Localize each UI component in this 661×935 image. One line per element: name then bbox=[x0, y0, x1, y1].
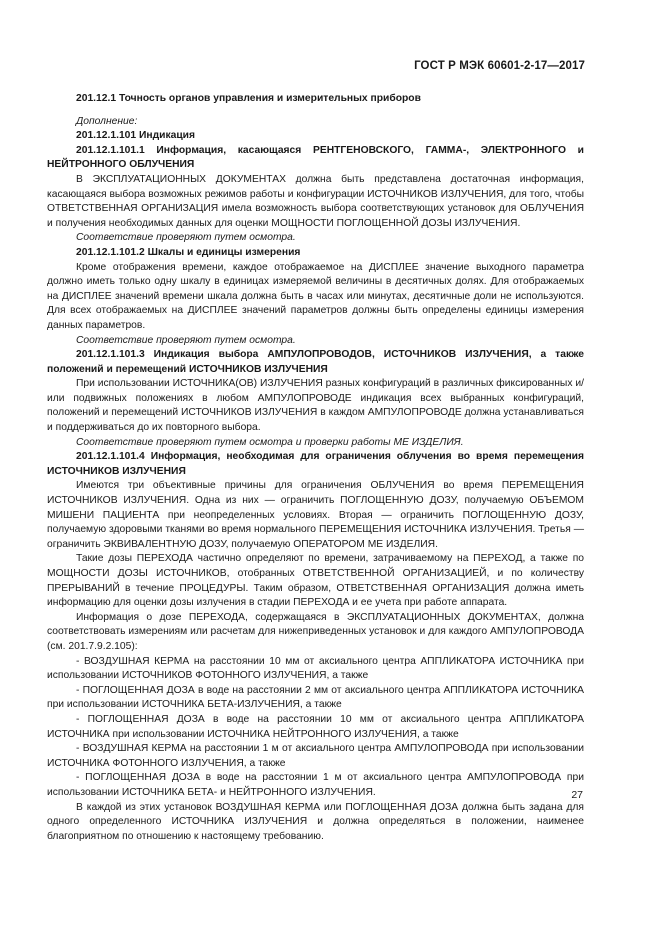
paragraph: Такие дозы ПЕРЕХОДА частично определяют по времени, затрачиваемому на ПЕРЕХОД, а также по МОЩНОСТИ ДОЗЫ ИСТОЧНИКОВ, отобранных ОТВЕТСТВЕННОЙ ОРГАНИЗАЦИЕЙ, и по количеству ПРЕРЫВАНИЙ в течение ПРОЦЕДУРЫ. Таким образом, ОТВЕТСТВЕННАЯ ОРГАНИЗАЦИЯ должна иметь информацию для оценки дозы излучения в стадии ПЕРЕХОДА и ее учета при работе аппарата. bbox=[47, 553, 584, 609]
paragraph: В ЭКСПЛУАТАЦИОННЫХ ДОКУМЕНТАХ должна быть представлена достаточная информация, касающаяся выбора возможных режимов работы и конфигурации ИСТОЧНИКОВ ИЗЛУЧЕНИЯ, для того, чтобы ОТВЕТСТВЕННАЯ ОРГАНИЗАЦИЯ имела возможность выбора соответствующих установок для ОБЛУЧЕНИЯ и получения необходимых данных для оценки МОЩНОСТИ ПОГЛОЩЕННОЙ ДОЗЫ ИЗЛУЧЕНИЯ. bbox=[47, 173, 584, 229]
list-item: - ВОЗДУШНАЯ КЕРМА на расстоянии 1 м от аксиального центра АМПУЛОПРОВОДА при использовании ИСТОЧНИКА ФОТОННОГО ИЗЛУЧЕНИЯ, а также bbox=[47, 743, 584, 769]
section-heading-201-12-1-101-2: 201.12.1.101.2 Шкалы и единицы измерения bbox=[76, 246, 301, 258]
paragraph: Информация о дозе ПЕРЕХОДА, содержащаяся в ЭКСПЛУАТАЦИОННЫХ ДОКУМЕНТАХ, должна соответствовать измерениям или расчетам для нижеприведенных установок и для каждого АМПУЛОПРОВОДА (см. 201.7.9.2.105): bbox=[47, 611, 584, 652]
paragraph: В каждой из этих установок ВОЗДУШНАЯ КЕРМА или ПОГЛОЩЕННАЯ ДОЗА должна быть задана для одного определенного ИСТОЧНИКА ИЗЛУЧЕНИЯ и должна определяться в положении, наименее благоприятном по отношению к настоящему требованию. bbox=[47, 801, 584, 842]
list-item: - ПОГЛОЩЕННАЯ ДОЗА в воде на расстоянии 10 мм от аксиального центра АППЛИКАТОРА ИСТОЧНИКА при использовании ИСТОЧНИКА НЕЙТРОННОГО ИЗЛУЧЕНИЯ, а также bbox=[47, 713, 584, 740]
section-heading-201-12-1-101-4: 201.12.1.101.4 Информация, необходимая для ограничения облучения во время перемещения ИСТОЧНИКОВ ИЗЛУЧЕНИЯ bbox=[47, 451, 584, 477]
section-heading-201-12-1: 201.12.1 Точность органов управления и измерительных приборов bbox=[76, 93, 421, 104]
page-number: 27 bbox=[571, 789, 583, 801]
standard-header: ГОСТ Р МЭК 60601-2-17—2017 bbox=[414, 60, 585, 72]
paragraph: Имеются три объективные причины для ограничения ОБЛУЧЕНИЯ во время ПЕРЕМЕЩЕНИЯ ИСТОЧНИКОВ ИЗЛУЧЕНИЯ. Одна из них — ограничить ПОГЛОЩЕННУЮ ДОЗУ, получаемую ОБЪЕМОМ МИШЕНИ ПАЦИЕНТА при неопределенных условиях. Вторая — ограничить ПОГЛОЩЕННУЮ ДОЗУ, получаемую здоровыми тканями во время нормального ПЕРЕМЕЩЕНИЯ ИСТОЧНИКА ИЗЛУЧЕНИЯ. Третья — ограничить ЭКВИВАЛЕНТНУЮ ДОЗУ, получаемую ОПЕРАТОРОМ МЕ ИЗДЕЛИЯ. bbox=[47, 480, 584, 550]
compliance-note: Соответствие проверяют путем осмотра. bbox=[76, 232, 296, 244]
compliance-note: Соответствие проверяют путем осмотра и проверки работы МЕ ИЗДЕЛИЯ. bbox=[76, 436, 464, 448]
addition-note: Дополнение: bbox=[76, 115, 138, 127]
section-heading-201-12-1-101-1: 201.12.1.101.1 Информация, касающаяся РЕНТГЕНОВСКОГО, ГАММА-, ЭЛЕКТРОННОГО и НЕЙТРОННОГО ОБЛУЧЕНИЯ bbox=[47, 144, 584, 171]
section-heading-201-12-1-101: 201.12.1.101 Индикация bbox=[76, 130, 196, 142]
list-item: - ПОГЛОЩЕННАЯ ДОЗА в воде на расстоянии 2 мм от аксиального центра АППЛИКАТОРА ИСТОЧНИКА при использовании ИСТОЧНИКА БЕТА-ИЗЛУЧЕНИЯ, а также bbox=[47, 684, 584, 711]
list-item: - ПОГЛОЩЕННАЯ ДОЗА в воде на расстоянии 1 м от аксиального центра АМПУЛОПРОВОДА при использовании ИСТОЧНИКА БЕТА- и НЕЙТРОННОГО ИЗЛУЧЕНИЯ. bbox=[47, 772, 584, 798]
section-heading-201-12-1-101-3: 201.12.1.101.3 Индикация выбора АМПУЛОПРОВОДОВ, ИСТОЧНИКОВ ИЗЛУЧЕНИЯ, а также положений и перемещений ИСТОЧНИКОВ ИЗЛУЧЕНИЯ bbox=[47, 349, 584, 375]
paragraph: При использовании ИСТОЧНИКА(ОВ) ИЗЛУЧЕНИЯ разных конфигураций в различных фиксированных и/или подвижных положениях в любом АМПУЛОПРОВОДЕ индикация всех выбранных конфигураций, положений и перемещений ИСТОЧНИКОВ ИЗЛУЧЕНИЯ в каждом АМПУЛОПРОВОДЕ должна устанавливаться и поддерживаться до их повторного выбора. bbox=[47, 378, 584, 434]
paragraph: Кроме отображения времени, каждое отображаемое на ДИСПЛЕЕ значение выходного параметра должно иметь только одну шкалу в единицах измеряемой величины в десятичных долях. Для отображаемых на ДИСПЛЕЕ значений времени шкала должна быть в часах или минутах, десятичные доли не используются. Для всех отображаемых на ДИСПЛЕЕ значений параметров должны быть определены единицы измерения данных параметров. bbox=[47, 261, 584, 331]
list-item: - ВОЗДУШНАЯ КЕРМА на расстоянии 10 мм от аксиального центра АППЛИКАТОРА ИСТОЧНИКА при использовании ИСТОЧНИКОВ ФОТОННОГО ИЗЛУЧЕНИЯ, а также bbox=[47, 655, 584, 682]
compliance-note: Соответствие проверяют путем осмотра. bbox=[76, 334, 296, 346]
document-body bbox=[47, 92, 584, 844]
